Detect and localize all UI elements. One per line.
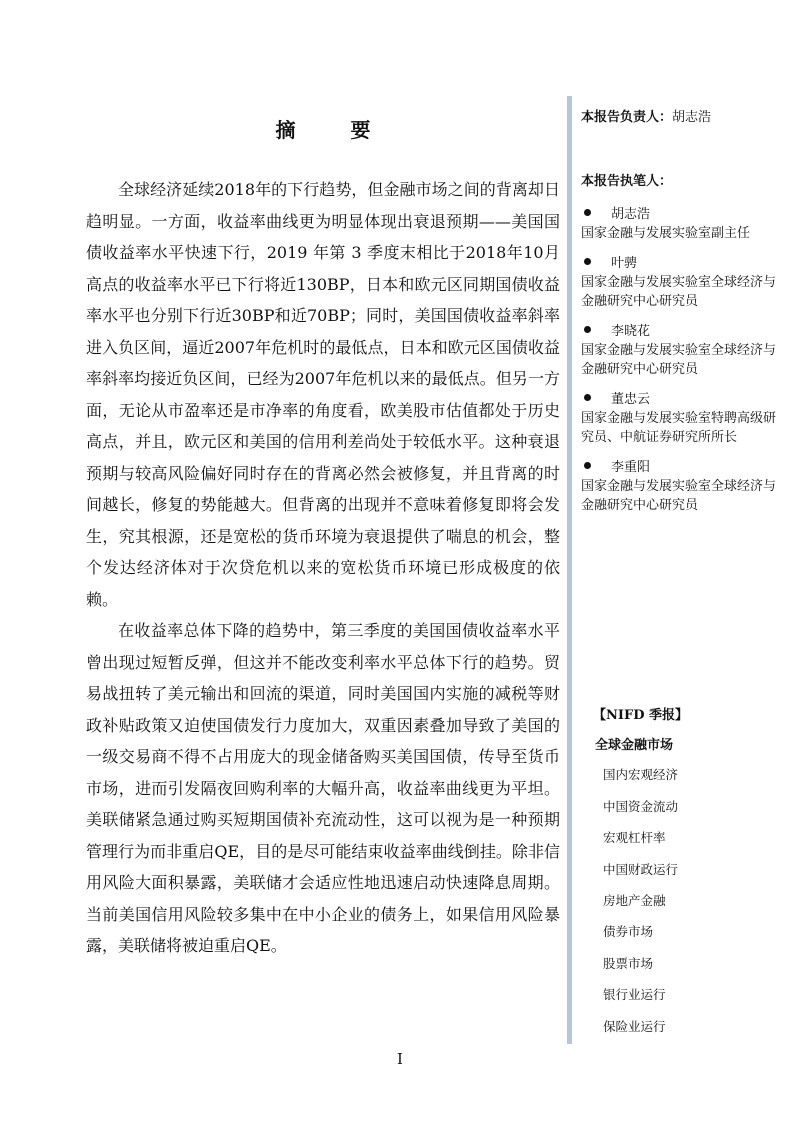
series-item: 中国财政运行 — [603, 861, 679, 877]
page-title: 摘 要 — [275, 118, 395, 142]
summary-body — [86, 174, 560, 962]
series-item: 国内宏观经济 — [603, 767, 679, 783]
bullet-icon — [584, 462, 591, 469]
series-item: 中国资金流动 — [603, 798, 679, 814]
author-name: 李晓花 — [611, 323, 651, 339]
author-name: 叶骋 — [611, 255, 638, 271]
writers-label: 本报告执笔人： — [581, 174, 673, 189]
author-entry — [581, 200, 776, 243]
summary-paragraph: 在收益率总体下降的趋势中，第三季度的美国国债收益率水平曾出现过短暂反弹，但这并不能改变利率水平总体下行的趋势。贸易战扭转了美元输出和回流的渠道，同时美国国内实施的减税等财政补贴政策又迫使国债发行力度加大，双重因素叠加导致了美国的一级交易商不得不占用庞大的现金储备购买美国国债，传导至货币市场，进而引发隔夜回购利率的大幅升高，收益率曲线更为平坦。美联储紧急通过购买短期国债补充流动性，这可以视为是一种预期管理行为而非重启QE，目的是尽可能结束收益率曲线倒挂。除非信用风险大面积暴露，美联储才会适应性地迅速启动快速降息周期。当前美国信用风险较多集中在中小企业的债务上，如果信用风险暴露，美联储将被迫重启QE。 — [86, 621, 560, 955]
series-item: 股票市场 — [603, 955, 654, 971]
author-list — [581, 200, 776, 521]
series-item-current: 全球金融市场 — [595, 738, 674, 753]
series-item: 房地产金融 — [603, 892, 666, 908]
author-title: 国家金融与发展实验室全球经济与金融研究中心研究员 — [581, 275, 777, 309]
author-title: 国家金融与发展实验室全球经济与金融研究中心研究员 — [581, 343, 777, 377]
nifd-series-list — [593, 704, 688, 1048]
series-item: 保险业运行 — [603, 1018, 666, 1034]
series-item: 银行业运行 — [603, 987, 666, 1003]
author-title: 国家金融与发展实验室全球经济与金融研究中心研究员 — [581, 479, 777, 513]
bullet-icon — [584, 258, 591, 265]
author-title: 国家金融与发展实验室特聘高级研究员、中航证券研究所所长 — [581, 411, 777, 445]
responsible-line — [581, 106, 711, 125]
responsible-label: 本报告负责人： — [581, 110, 673, 125]
author-title: 国家金融与发展实验室副主任 — [581, 226, 751, 241]
sidebar-divider — [567, 96, 572, 1044]
author-name: 胡志浩 — [611, 206, 651, 222]
author-name: 李重阳 — [611, 459, 651, 475]
page-number: I — [397, 1050, 403, 1068]
bullet-icon — [584, 209, 591, 216]
author-name: 董忠云 — [611, 391, 651, 407]
series-item: 债券市场 — [603, 924, 654, 940]
summary-paragraph: 全球经济延续2018年的下行趋势，但金融市场之间的背离却日趋明显。一方面，收益率曲线更为明显体现出衰退预期——美国国债收益率水平快速下行，2019 年第 3 季度末相比于2018年10月高点的收益率水平已下行将近130BP，日本和欧元区同期国债收益率水平也分别下行近30BP和近70BP；同时，美国国债收益率斜率进入负区间，逼近2007年危机时的最低点，日本和欧元区国债收益率斜率均接近负区间，已经为2007年危机以来的最低点。但另一方面，无论从市盈率还是市净率的角度看，欧美股市估值都处于历史高点，并且，欧元区和美国的信用利差尚处于较低水平。这种衰退预期与较高风险偏好同时存在的背离必然会被修复，并且背离的时间越长，修复的势能越大。但背离的出现并不意味着修复即将会发生，究其根源，还是宽松的货币环境为衰退提供了喘息的机会，整个发达经济体对于次贷危机以来的宽松货币环境已形成极度的依赖。 — [86, 180, 560, 609]
author-entry — [581, 453, 776, 515]
author-entry — [581, 249, 776, 311]
series-item: 宏观杠杆率 — [603, 830, 666, 846]
bullet-icon — [584, 326, 591, 333]
series-label: 【NIFD 季报】 — [593, 708, 688, 723]
bullet-icon — [584, 394, 591, 401]
author-entry — [581, 385, 776, 447]
responsible-name: 胡志浩 — [672, 110, 712, 125]
author-entry — [581, 317, 776, 379]
